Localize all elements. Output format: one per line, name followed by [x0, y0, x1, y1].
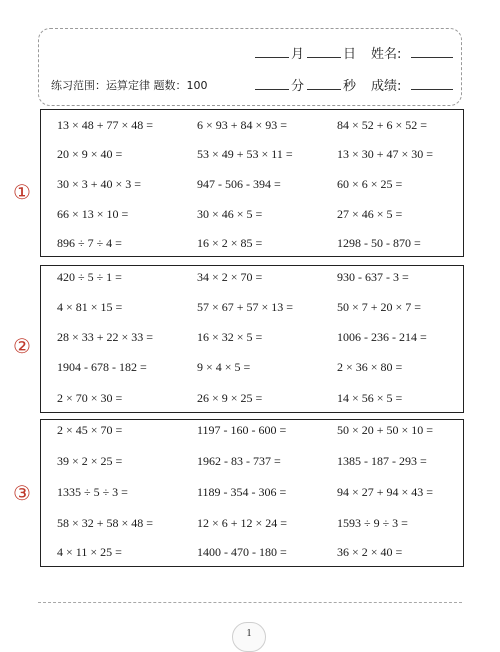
date-name-row	[39, 43, 461, 63]
day-label: 日	[343, 47, 357, 62]
problem: 1593 ÷ 9 ÷ 3 =	[337, 516, 408, 530]
problem: 94 × 27 + 94 × 43 =	[337, 485, 434, 499]
problem: 30 × 46 × 5 =	[197, 207, 263, 221]
problem: 26 × 9 × 25 =	[197, 391, 263, 405]
problem: 947 - 506 - 394 =	[197, 177, 281, 191]
problem: 1400 - 470 - 180 =	[197, 545, 287, 559]
problem: 13 × 48 + 77 × 48 =	[57, 118, 154, 132]
problem: 4 × 11 × 25 =	[57, 545, 122, 559]
problem: 2 × 45 × 70 =	[57, 423, 123, 437]
problem: 58 × 32 + 58 × 48 =	[57, 516, 154, 530]
problem: 20 × 9 × 40 =	[57, 147, 123, 161]
footer-divider	[38, 602, 462, 603]
section-marker-1: ①	[13, 180, 31, 204]
problem: 12 × 6 + 12 × 24 =	[197, 516, 288, 530]
month-blank[interactable]	[255, 43, 289, 58]
problem: 14 × 56 × 5 =	[337, 391, 403, 405]
problem: 1298 - 50 - 870 =	[337, 236, 421, 250]
problem: 4 × 81 × 15 =	[57, 300, 123, 314]
problem: 50 × 20 + 50 × 10 =	[337, 423, 434, 437]
problem-section-1	[40, 109, 464, 257]
second-blank[interactable]	[307, 75, 341, 90]
problem: 1962 - 83 - 737 =	[197, 454, 281, 468]
problem: 53 × 49 + 53 × 11 =	[197, 147, 293, 161]
problem: 1335 ÷ 5 ÷ 3 =	[57, 485, 128, 499]
problem: 84 × 52 + 6 × 52 =	[337, 118, 428, 132]
problem: 2 × 70 × 30 =	[57, 391, 123, 405]
problem: 9 × 4 × 5 =	[197, 360, 251, 374]
problem: 896 ÷ 7 ÷ 4 =	[57, 236, 122, 250]
problem: 27 × 46 × 5 =	[337, 207, 403, 221]
problem: 16 × 32 × 5 =	[197, 330, 263, 344]
problem: 57 × 67 + 57 × 13 =	[197, 300, 294, 314]
section-marker-2: ②	[13, 334, 31, 358]
problem: 36 × 2 × 40 =	[337, 545, 403, 559]
section-marker-3: ③	[13, 481, 31, 505]
page-number: 1	[232, 622, 266, 652]
problem: 30 × 3 + 40 × 3 =	[57, 177, 142, 191]
problem: 60 × 6 × 25 =	[337, 177, 403, 191]
practice-scope: 练习范围：运算定律 题数：100	[51, 79, 208, 92]
problem: 2 × 36 × 80 =	[337, 360, 403, 374]
day-blank[interactable]	[307, 43, 341, 58]
problem: 1197 - 160 - 600 =	[197, 423, 287, 437]
scope-time-row	[39, 75, 461, 95]
problem: 420 ÷ 5 ÷ 1 =	[57, 270, 122, 284]
problem: 50 × 7 + 20 × 7 =	[337, 300, 422, 314]
problem: 1904 - 678 - 182 =	[57, 360, 147, 374]
problem: 930 - 637 - 3 =	[337, 270, 409, 284]
problem: 1189 - 354 - 306 =	[197, 485, 287, 499]
problem: 13 × 30 + 47 × 30 =	[337, 147, 434, 161]
month-label: 月	[291, 47, 305, 62]
second-label: 秒	[343, 79, 357, 94]
name-label: 姓名:	[371, 47, 402, 62]
problem-section-3	[40, 419, 464, 567]
minute-label: 分	[291, 79, 305, 94]
problem: 1006 - 236 - 214 =	[337, 330, 427, 344]
name-blank[interactable]	[411, 43, 453, 58]
score-label: 成绩:	[371, 79, 402, 94]
minute-blank[interactable]	[255, 75, 289, 90]
score-blank[interactable]	[411, 75, 453, 90]
problem: 1385 - 187 - 293 =	[337, 454, 427, 468]
problem-section-2	[40, 265, 464, 413]
problem: 28 × 33 + 22 × 33 =	[57, 330, 154, 344]
problem: 66 × 13 × 10 =	[57, 207, 129, 221]
worksheet-header	[38, 28, 462, 106]
problem: 16 × 2 × 85 =	[197, 236, 263, 250]
problem: 6 × 93 + 84 × 93 =	[197, 118, 288, 132]
problem: 39 × 2 × 25 =	[57, 454, 123, 468]
problem: 34 × 2 × 70 =	[197, 270, 263, 284]
